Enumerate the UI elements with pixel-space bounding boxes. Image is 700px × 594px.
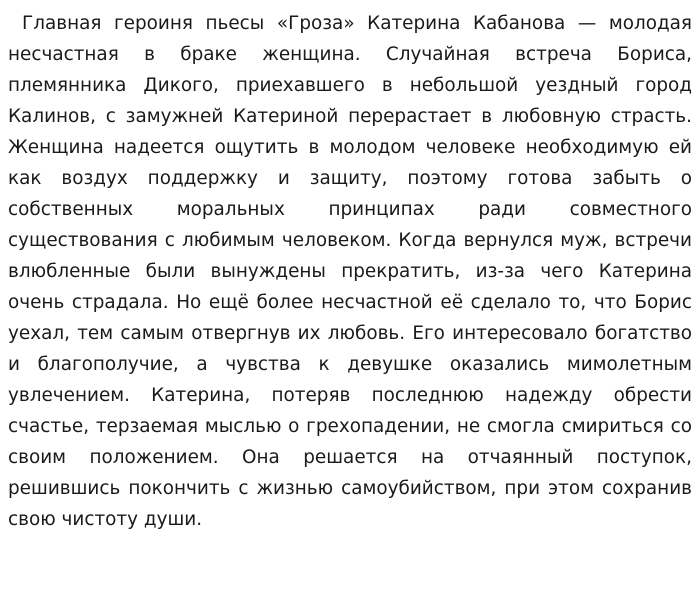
body-paragraph: Главная героиня пьесы «Гроза» Катерина Кабанова — молодая несчастная в браке женщина. Случайная встреча Бориса, племянника Дикого, приехавшего в небольшой уездный город Калинов, с замужней Катериной перерастает в любовную страсть. Женщина надеется ощутить в молодом человеке необходимую ей как воздух поддержку и защиту, поэтому готова забыть о собственных моральных принципах ради совместного существования с любимым человеком. Когда вернулся муж, встречи влюбленные были вынуждены прекратить, из-за чего Катерина очень страдала. Но ещё более несчастной её сделало то, что Борис уехал, тем самым отвергнув их любовь. Его интересовало богатство и благополучие, а чувства к девушке оказались мимолетным увлечением. Катерина, потеряв последнюю надежду обрести счастье, терзаемая мыслью о грехопадении, не смогла смириться со своим положением. Она решается на отчаянный поступок, решившись покончить с жизнью самоубийством, при этом сохранив свою чистоту души.: [8, 13, 692, 530]
